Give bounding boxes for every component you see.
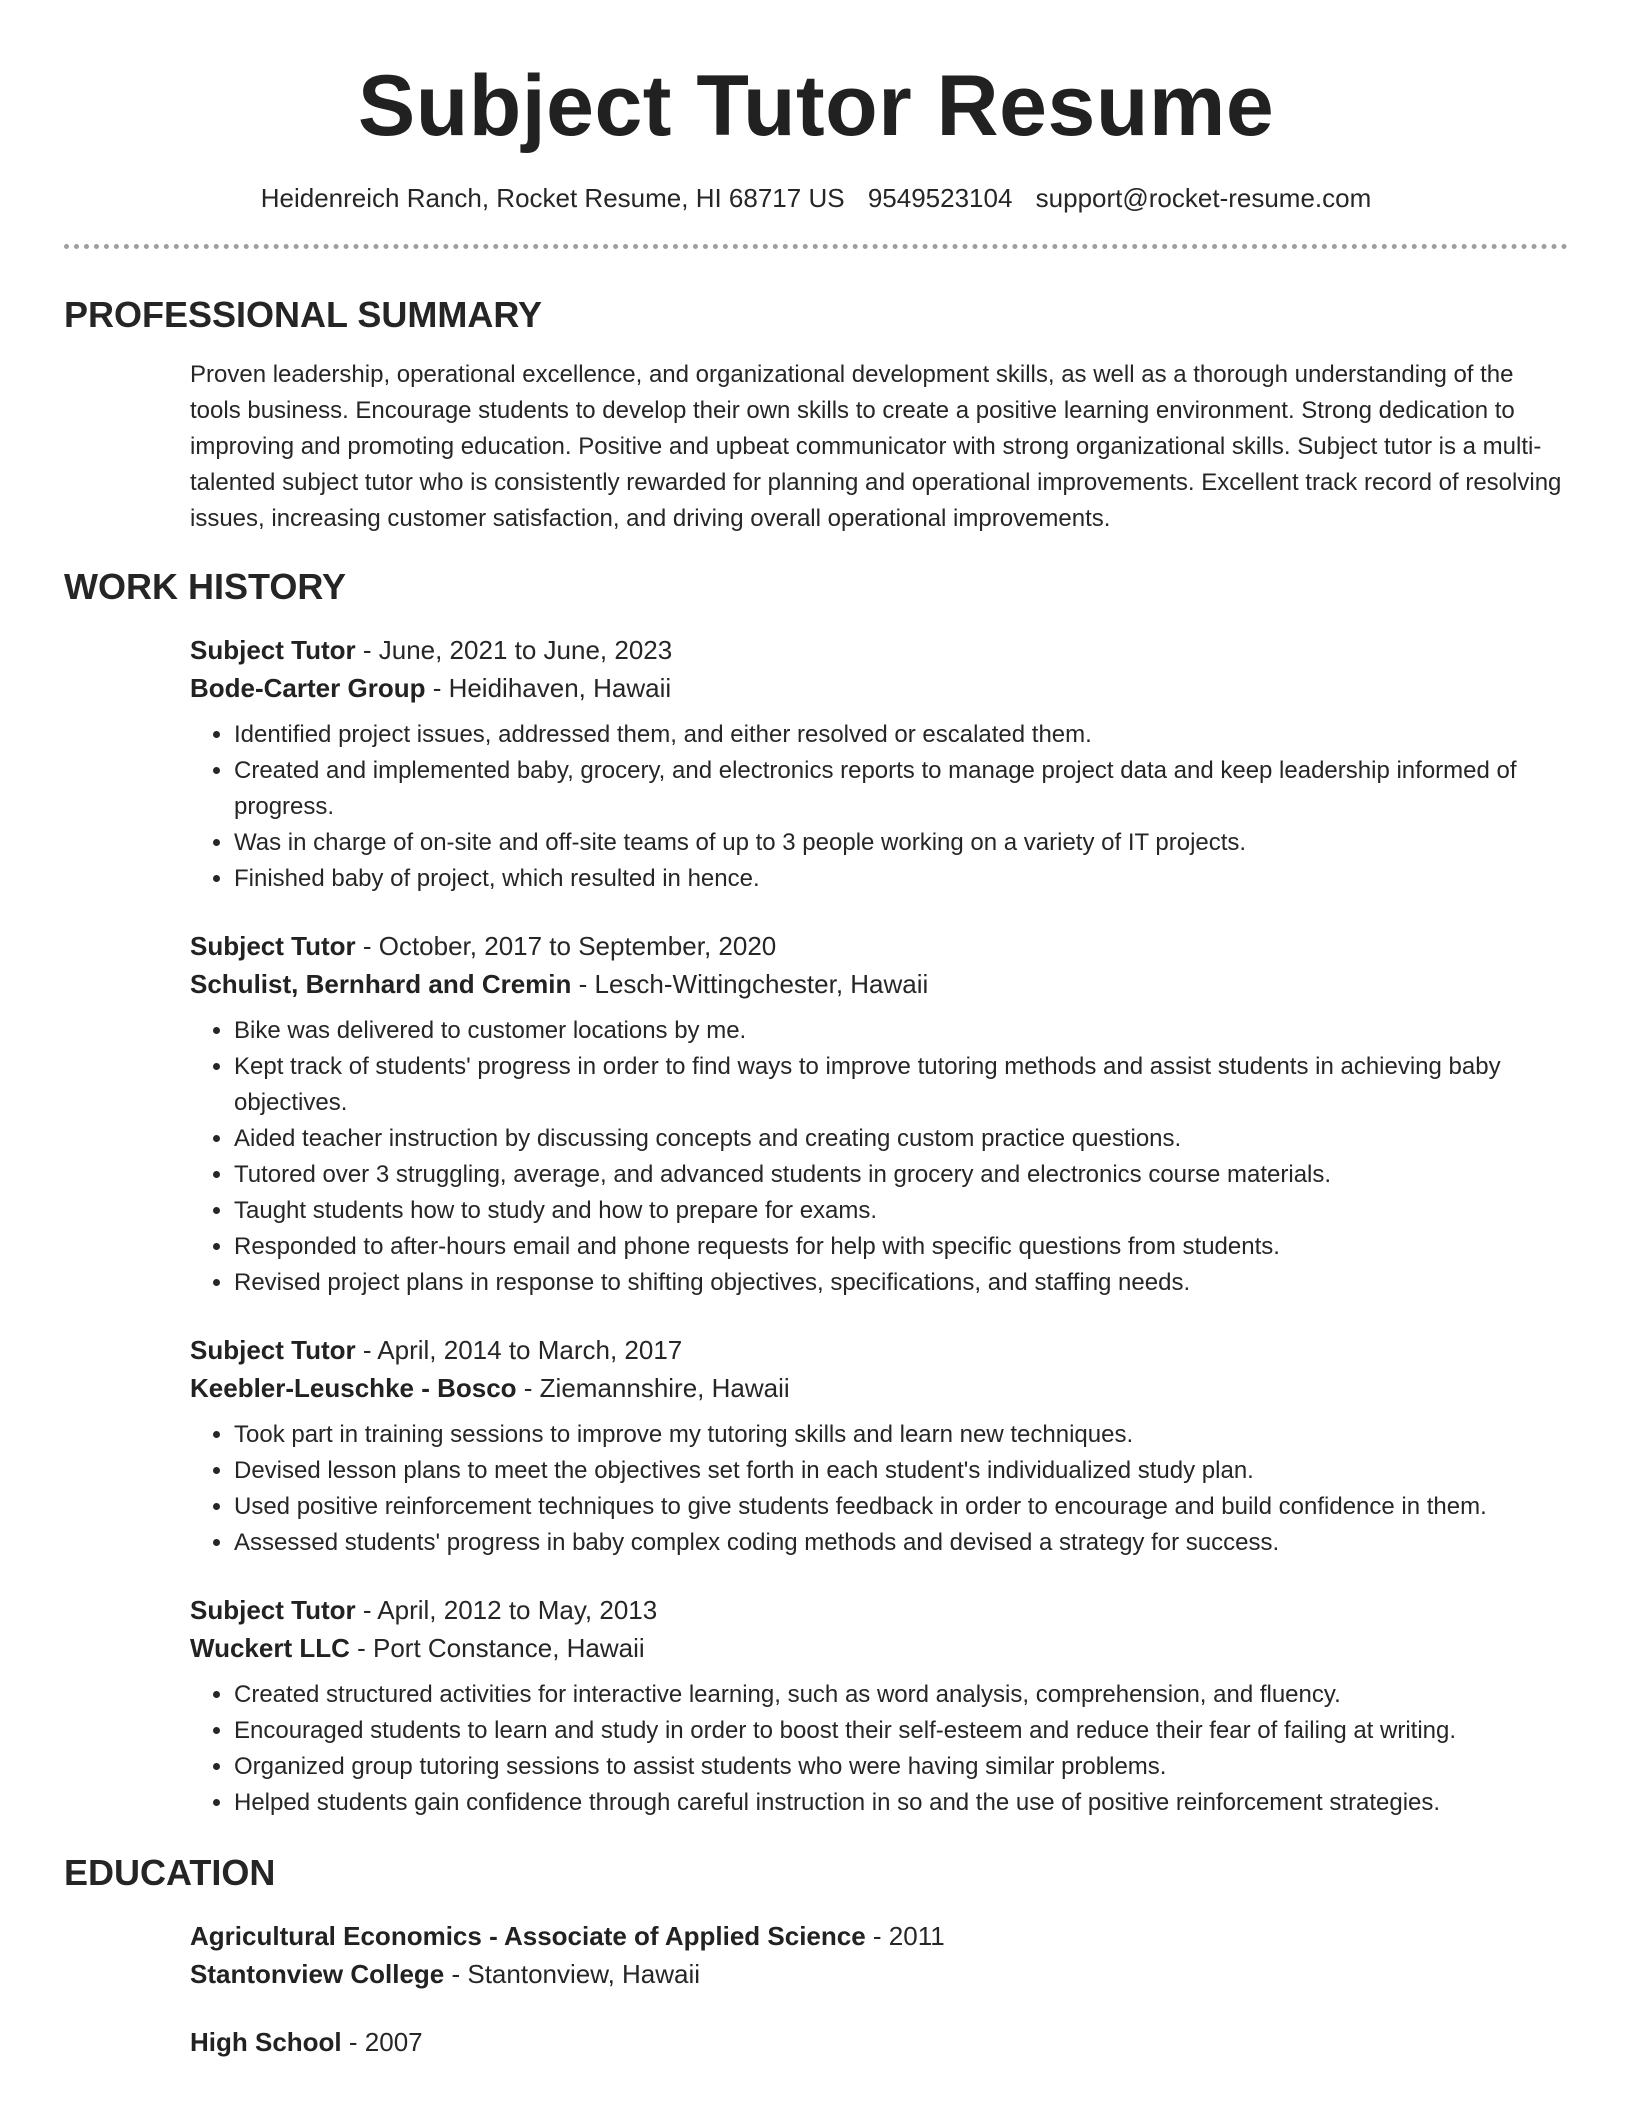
job-bullet: • Taught students how to study and how to prepare for exams. (234, 1193, 1568, 1229)
education-heading: EDUCATION (64, 1852, 276, 1893)
job-title: Subject Tutor (190, 635, 356, 665)
job-company: Bode-Carter Group (190, 673, 426, 703)
job-entry (190, 1331, 1568, 1561)
education-degree-line (190, 2023, 1568, 2061)
job-dates: - June, 2021 to June, 2023 (355, 635, 673, 665)
education-year: - 2011 (865, 1921, 945, 1951)
job-bullet: • Used positive reinforcement techniques to give students feedback in order to encourage and build confidence in them. (234, 1489, 1568, 1525)
job-bullet: • Responded to after-hours email and phone requests for help with specific questions from students. (234, 1229, 1568, 1265)
education-degree: High School (190, 2027, 342, 2057)
job-dates: - April, 2012 to May, 2013 (355, 1595, 658, 1625)
education-school-line (190, 1955, 1568, 1993)
job-bullet: • Identified project issues, addressed them, and either resolved or escalated them. (234, 717, 1568, 753)
job-bullet: • Was in charge of on-site and off-site teams of up to 3 people working on a variety of IT projects. (234, 825, 1568, 861)
job-title: Subject Tutor (190, 931, 356, 961)
job-entry (190, 1591, 1568, 1821)
education-entry (190, 2023, 1568, 2061)
job-bullet: • Devised lesson plans to meet the objectives set forth in each student's individualized study plan. (234, 1453, 1568, 1489)
job-company-line (190, 1369, 1568, 1407)
contact-email: support@rocket-resume.com (1035, 183, 1372, 213)
job-dates: - April, 2014 to March, 2017 (355, 1335, 683, 1365)
work-history-heading: WORK HISTORY (64, 566, 347, 607)
summary-heading: PROFESSIONAL SUMMARY (64, 294, 543, 335)
contact-phone: 9549523104 (867, 183, 1013, 213)
job-bullet: • Assessed students' progress in baby complex coding methods and devised a strategy for success. (234, 1525, 1568, 1561)
job-entry (190, 927, 1568, 1301)
job-dates: - October, 2017 to September, 2020 (355, 931, 777, 961)
job-bullets (190, 1677, 1568, 1821)
job-bullet: • Helped students gain confidence through careful instruction in so and the use of positive reinforcement strategies. (234, 1785, 1568, 1821)
job-title-line (190, 1331, 1568, 1369)
job-location: - Heidihaven, Hawaii (425, 673, 672, 703)
job-title: Subject Tutor (190, 1595, 356, 1625)
job-bullet: • Organized group tutoring sessions to assist students who were having similar problems. (234, 1749, 1568, 1785)
education-location: - Stantonview, Hawaii (444, 1959, 701, 1989)
job-location: - Lesch-Wittingchester, Hawaii (571, 969, 929, 999)
job-company: Keebler-Leuschke - Bosco (190, 1373, 517, 1403)
job-title: Subject Tutor (190, 1335, 356, 1365)
job-bullet: • Created and implemented baby, grocery, and electronics reports to manage project data and keep leadership informed of progress. (234, 753, 1568, 825)
job-bullets (190, 1417, 1568, 1561)
job-company: Wuckert LLC (190, 1633, 350, 1663)
job-bullet: • Aided teacher instruction by discussing concepts and creating custom practice questions. (234, 1121, 1568, 1157)
resume-title: Subject Tutor Resume (357, 58, 1275, 154)
job-company-line (190, 965, 1568, 1003)
contact-address: Heidenreich Ranch, Rocket Resume, HI 68717 US (260, 183, 845, 213)
job-bullet: • Finished baby of project, which resulted in hence. (234, 861, 1568, 897)
summary-text: Proven leadership, operational excellence, and organizational development skills, as well as a thorough understanding of the tools business. Encourage students to develop their own skills to create a positive learning environment. Strong dedication to improving and promoting education. Positive and upbeat communicator with strong organizational skills. Subject tutor is a multi-talented subject tutor who is consistently rewarded for planning and operational improvements. Excellent track record of resolving issues, increasing customer satisfaction, and driving overall operational improvements. (190, 361, 1562, 532)
contact-line (64, 182, 1568, 214)
job-company-line (190, 669, 1568, 707)
job-entry (190, 631, 1568, 897)
job-bullet: • Created structured activities for interactive learning, such as word analysis, comprehension, and fluency. (234, 1677, 1568, 1713)
education-entry (190, 1917, 1568, 1993)
job-title-line (190, 631, 1568, 669)
education-degree: Agricultural Economics - Associate of Applied Science (190, 1921, 866, 1951)
education-year: - 2007 (341, 2027, 423, 2057)
education-school: Stantonview College (190, 1959, 445, 1989)
job-bullet: • Kept track of students' progress in order to find ways to improve tutoring methods and assist students in achieving baby objectives. (234, 1049, 1568, 1121)
job-bullets (190, 717, 1568, 897)
header-divider (64, 244, 1568, 249)
job-bullet: • Tutored over 3 struggling, average, and advanced students in grocery and electronics course materials. (234, 1157, 1568, 1193)
job-bullet: • Encouraged students to learn and study in order to boost their self-esteem and reduce their fear of failing at writing. (234, 1713, 1568, 1749)
job-location: - Port Constance, Hawaii (349, 1633, 645, 1663)
job-bullet: • Revised project plans in response to shifting objectives, specifications, and staffing needs. (234, 1265, 1568, 1301)
education-degree-line (190, 1917, 1568, 1955)
job-title-line (190, 1591, 1568, 1629)
job-company: Schulist, Bernhard and Cremin (190, 969, 572, 999)
job-company-line (190, 1629, 1568, 1667)
job-location: - Ziemannshire, Hawaii (516, 1373, 790, 1403)
job-title-line (190, 927, 1568, 965)
job-bullet: • Bike was delivered to customer locations by me. (234, 1013, 1568, 1049)
job-bullet: • Took part in training sessions to improve my tutoring skills and learn new techniques. (234, 1417, 1568, 1453)
job-bullets (190, 1013, 1568, 1301)
